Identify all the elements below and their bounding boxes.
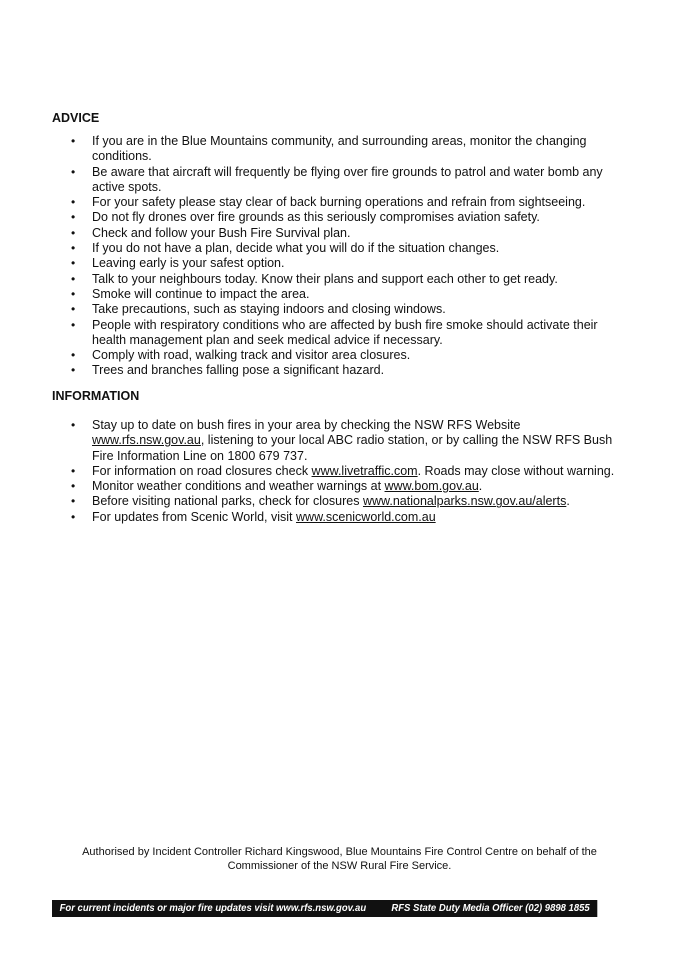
rfs-website-link[interactable]: www.rfs.nsw.gov.au xyxy=(92,433,201,448)
authorisation-line-1: Authorised by Incident Controller Richard Kingswood, Blue Mountains Fire Control Centre on behalf of the xyxy=(82,846,597,858)
list-item: • For your safety please stay clear of back burning operations and refrain from sightseeing. xyxy=(52,195,627,210)
bom-link[interactable]: www.bom.gov.au xyxy=(384,479,479,494)
advice-heading: ADVICE xyxy=(52,111,100,125)
information-heading: INFORMATION xyxy=(52,389,140,403)
livetraffic-link[interactable]: www.livetraffic.com xyxy=(311,463,418,478)
list-item: • If you are in the Blue Mountains community, and surrounding areas, monitor the changing conditions. xyxy=(52,134,627,165)
list-item: • Stay up to date on bush fires in your area by checking the NSW RFS Website www.rfs.nsw.gov.au, listening to your local ABC radio station, or by calling the NSW RFS Bush Fire Information Line on 1800 679 737. xyxy=(52,418,627,464)
list-item: • Comply with road, walking track and visitor area closures. xyxy=(52,348,627,363)
list-item: • For information on road closures check www.livetraffic.com. Roads may close without warning. xyxy=(52,464,627,479)
scenic-world-link[interactable]: www.scenicworld.com.au xyxy=(296,509,436,524)
information-list xyxy=(52,418,627,525)
list-item: • Smoke will continue to impact the area. xyxy=(52,287,627,302)
list-item: • Check and follow your Bush Fire Survival plan. xyxy=(52,226,627,241)
national-parks-link[interactable]: www.nationalparks.nsw.gov.au/alerts xyxy=(362,494,567,509)
footer-bar xyxy=(52,900,597,917)
list-item: • Talk to your neighbours today. Know their plans and support each other to get ready. xyxy=(52,272,627,287)
list-item: • Monitor weather conditions and weather warnings at www.bom.gov.au. xyxy=(52,479,627,494)
list-item: • Be aware that aircraft will frequently be flying over fire grounds to patrol and water bomb any active spots. xyxy=(52,165,627,196)
list-item: • If you do not have a plan, decide what you will do if the situation changes. xyxy=(52,241,627,256)
list-item: • Take precautions, such as staying indoors and closing windows. xyxy=(52,302,627,317)
footer-media-officer-text: RFS State Duty Media Officer (02) 9898 1855 xyxy=(391,903,590,914)
list-item: • People with respiratory conditions who are affected by bush fire smoke should activate their health management plan and seek medical advice if necessary. xyxy=(52,318,627,349)
footer-incidents-text: For current incidents or major fire updates visit www.rfs.nsw.gov.au xyxy=(59,903,367,914)
advice-list xyxy=(52,134,627,379)
authorisation-note xyxy=(52,845,627,873)
list-item: • Leaving early is your safest option. xyxy=(52,256,627,271)
list-item: • Do not fly drones over fire grounds as this seriously compromises aviation safety. xyxy=(52,210,627,225)
list-item: • Trees and branches falling pose a significant hazard. xyxy=(52,363,627,378)
list-item: • For updates from Scenic World, visit www.scenicworld.com.au xyxy=(52,510,627,525)
list-item: • Before visiting national parks, check for closures www.nationalparks.nsw.gov.au/alerts. xyxy=(52,494,627,509)
authorisation-line-2: Commissioner of the NSW Rural Fire Service. xyxy=(227,860,452,872)
